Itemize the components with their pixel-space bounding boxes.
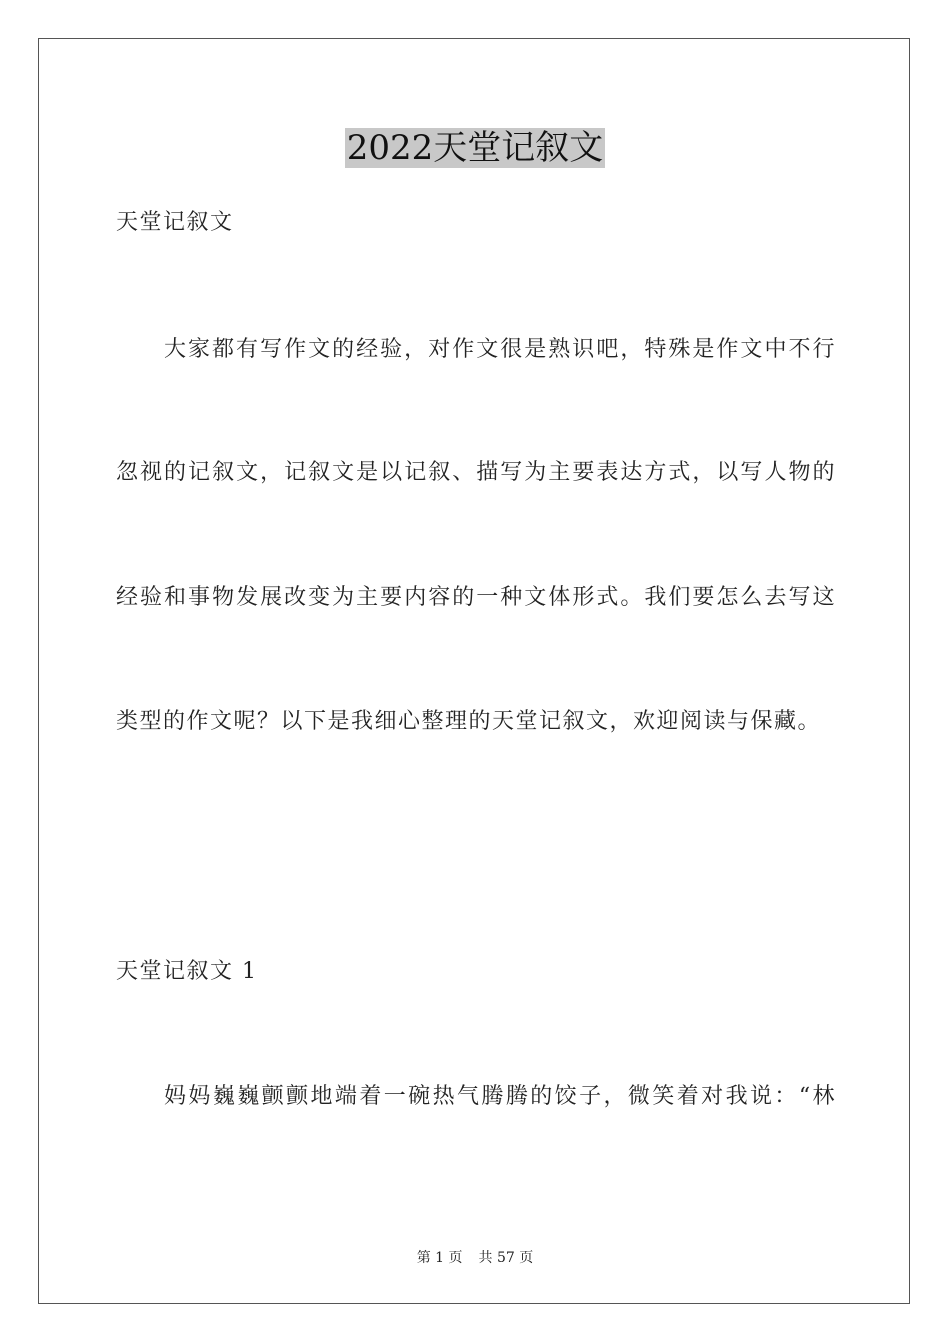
intro-line-1: 大家都有写作文的经验，对作文很是熟识吧，特殊是作文中不行	[164, 337, 836, 362]
title-container	[0, 128, 950, 168]
page-total: 共 57 页	[478, 1250, 534, 1266]
section-line-1: 妈妈巍巍颤颤地端着一碗热气腾腾的饺子，微笑着对我说：“林	[164, 1084, 836, 1109]
subtitle: 天堂记叙文	[116, 210, 234, 235]
intro-line-3: 经验和事物发展改变为主要内容的一种文体形式。我们要怎么去写这	[116, 585, 836, 610]
intro-line-2: 忽视的记叙文，记叙文是以记叙、描写为主要表达方式，以写人物的	[116, 460, 836, 485]
page-number: 第 1 页	[416, 1250, 463, 1266]
section-heading: 天堂记叙文 1	[116, 959, 258, 984]
intro-line-4: 类型的作文呢？以下是我细心整理的天堂记叙文，欢迎阅读与保藏。	[116, 709, 822, 734]
page-footer	[0, 1247, 950, 1267]
document-title: 2022天堂记叙文	[346, 128, 604, 168]
